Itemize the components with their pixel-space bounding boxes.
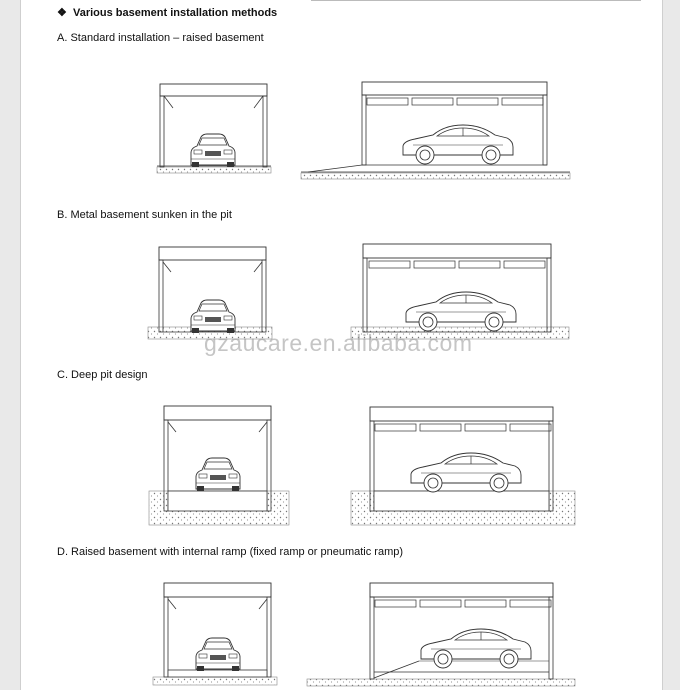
label-b: B. Metal basement sunken in the pit: [57, 209, 232, 221]
label-c: C. Deep pit design: [57, 369, 148, 381]
diagram-a: [157, 82, 570, 179]
diagram-c: [149, 406, 575, 525]
diamond-bullet-icon: ❖: [57, 7, 67, 19]
heading-title: Various basement installation methods: [73, 7, 278, 19]
document-page: [20, 0, 663, 690]
label-a: A. Standard installation – raised basement: [57, 32, 264, 44]
diagram-b: [148, 244, 569, 339]
watermark-text: gzaucare.en.alibaba.com: [204, 330, 473, 356]
diagram-d: [153, 583, 575, 686]
label-d: D. Raised basement with internal ramp (fixed ramp or pneumatic ramp): [57, 546, 404, 558]
